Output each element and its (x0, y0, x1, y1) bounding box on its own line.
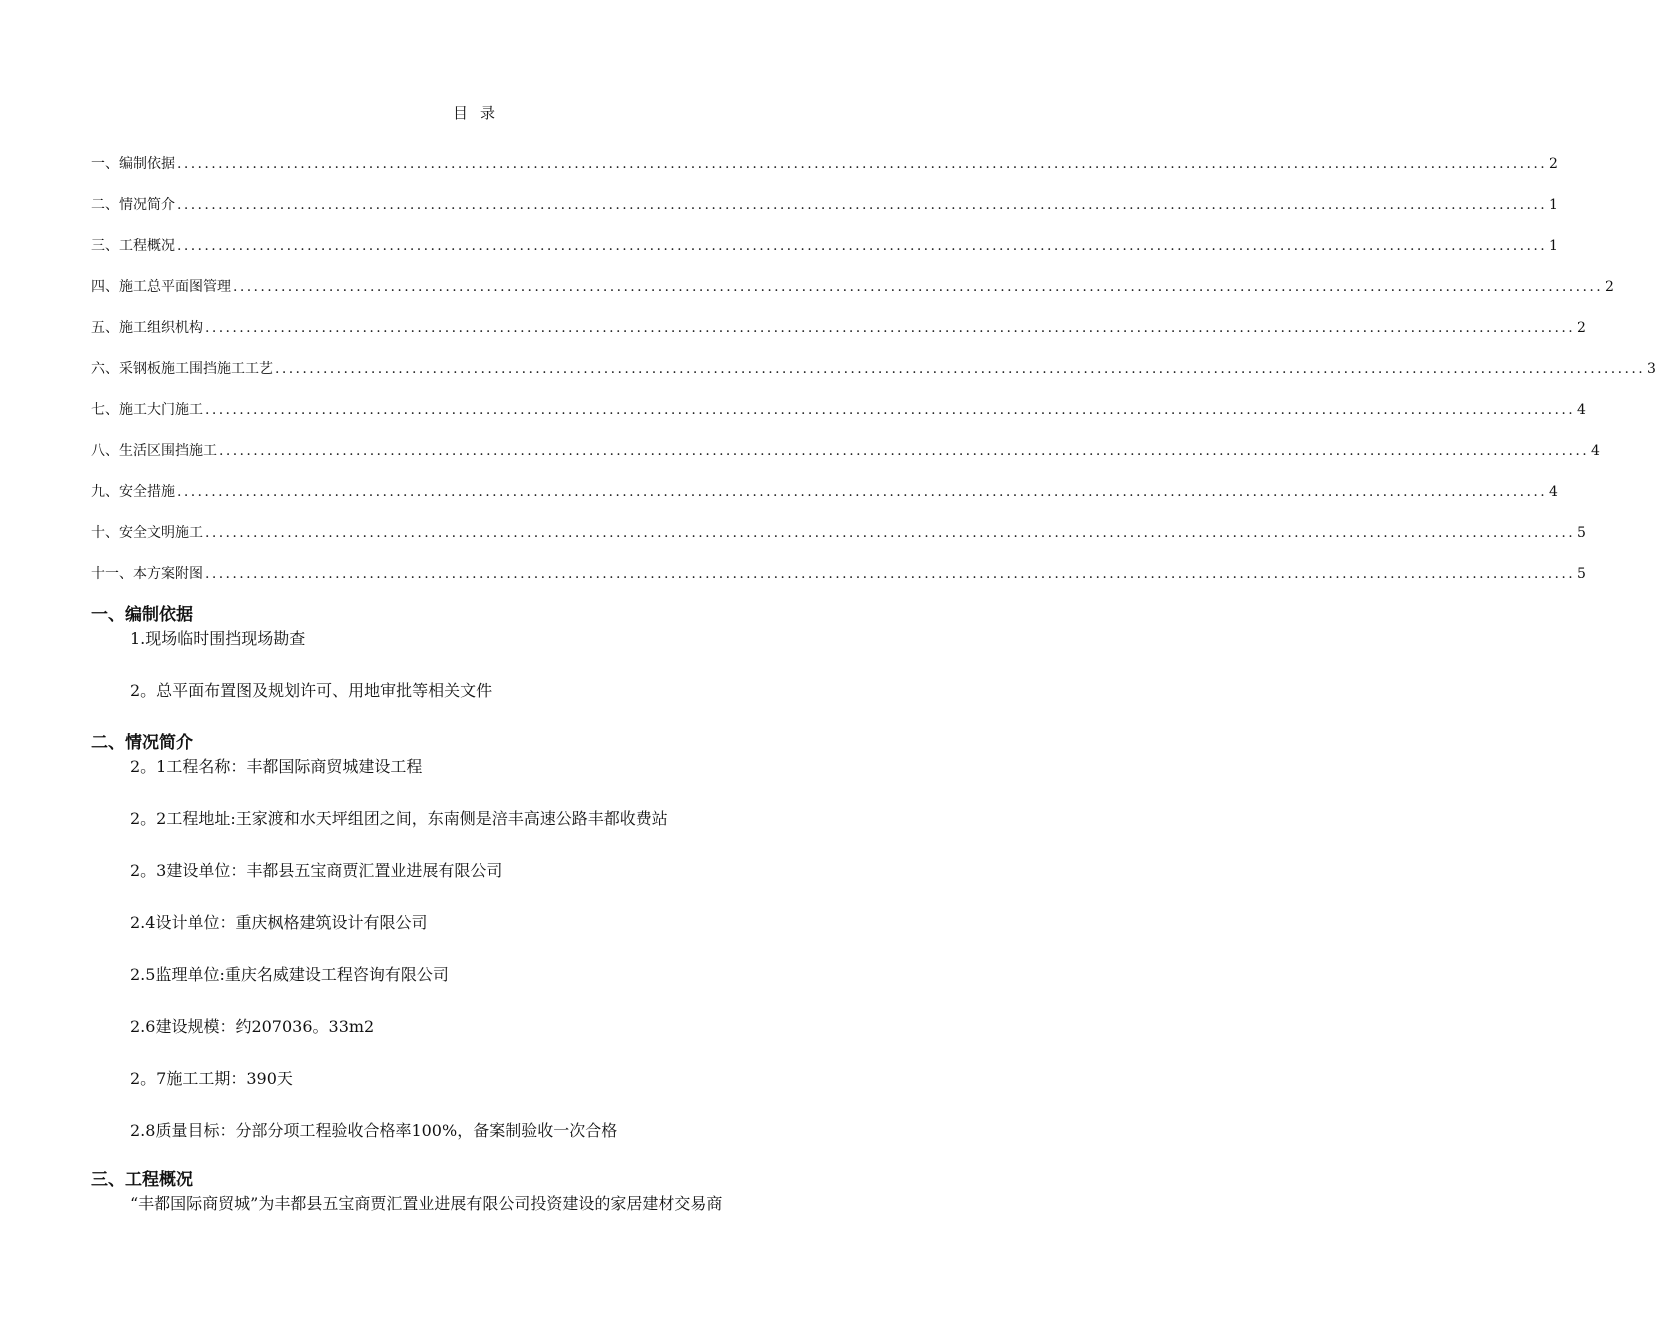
toc-entry[interactable] (91, 194, 1558, 235)
toc-entry-label: 四、施工总平面图管理 (91, 279, 231, 295)
toc-entry-page: 4 (1591, 443, 1600, 459)
toc-entry-label: 八、生活区围挡施工 (91, 443, 217, 459)
toc-entry[interactable] (91, 153, 1558, 194)
section-heading: 二、情况简介 (91, 733, 193, 753)
toc-title-char-1: 目 (452, 104, 470, 122)
toc-leader-dots: ........................................................................................................................................................................................................ (275, 361, 1646, 377)
section-item: 2。总平面布置图及规划许可、用地审批等相关文件 (130, 681, 493, 700)
toc-entry-page: 2 (1577, 320, 1586, 336)
toc-leader-dots: ........................................................................................................................................................................................................ (205, 402, 1576, 418)
toc-entry-label: 三、工程概况 (91, 238, 175, 254)
toc-entry-page: 5 (1577, 525, 1586, 541)
section-2 (91, 731, 881, 1143)
toc-leader-dots: ........................................................................................................................................................................................................ (177, 484, 1548, 500)
toc-entry-label: 一、编制依据 (91, 156, 175, 172)
toc-entry-label: 五、施工组织机构 (91, 320, 203, 336)
toc-entry-label: 二、情况简介 (91, 197, 175, 213)
toc-entry[interactable] (91, 440, 1600, 481)
toc-title (0, 102, 950, 123)
toc-leader-dots: ........................................................................................................................................................................................................ (177, 238, 1548, 254)
toc-entry-page: 3 (1647, 361, 1656, 377)
section-item: 2。7施工工期：390天 (130, 1069, 293, 1088)
toc-entry[interactable] (91, 235, 1558, 276)
section-item: 2.8质量目标：分部分项工程验收合格率100%，备案制验收一次合格 (130, 1121, 618, 1140)
toc-entry-page: 2 (1605, 279, 1614, 295)
section-item: 2.5监理单位:重庆名威建设工程咨询有限公司 (130, 965, 449, 984)
section-item: 2。3建设单位：丰都县五宝商贾汇置业进展有限公司 (130, 861, 503, 880)
toc-entry[interactable] (91, 563, 1586, 604)
toc-entry[interactable] (91, 399, 1586, 440)
toc-entry[interactable] (91, 522, 1586, 563)
toc-list (91, 153, 1656, 604)
section-item: 2.4设计单位：重庆枫格建筑设计有限公司 (130, 913, 428, 932)
toc-title-char-2: 录 (480, 104, 498, 122)
toc-leader-dots: ........................................................................................................................................................................................................ (205, 566, 1576, 582)
toc-entry-page: 5 (1577, 566, 1586, 582)
section-paragraph: “丰都国际商贸城”为丰都县五宝商贾汇置业进展有限公司投资建设的家居建材交易商 (130, 1194, 723, 1213)
section-heading: 三、工程概况 (91, 1170, 193, 1190)
toc-entry-page: 4 (1577, 402, 1586, 418)
toc-entry[interactable] (91, 317, 1586, 358)
section-item: 2.6建设规模：约207036。33m2 (130, 1017, 375, 1036)
section-item: 1.现场临时围挡现场勘查 (130, 629, 306, 648)
toc-entry-label: 十一、本方案附图 (91, 566, 203, 582)
toc-leader-dots: ........................................................................................................................................................................................................ (233, 279, 1604, 295)
toc-leader-dots: ........................................................................................................................................................................................................ (177, 156, 1548, 172)
toc-entry-page: 4 (1549, 484, 1558, 500)
section-heading: 一、编制依据 (91, 605, 193, 625)
section-item: 2。2工程地址:王家渡和水天坪组团之间，东南侧是涪丰高速公路丰都收费站 (130, 809, 668, 828)
toc-leader-dots: ........................................................................................................................................................................................................ (205, 320, 1576, 336)
toc-entry-label: 十、安全文明施工 (91, 525, 203, 541)
toc-entry[interactable] (91, 481, 1558, 522)
toc-leader-dots: ........................................................................................................................................................................................................ (177, 197, 1548, 213)
toc-entry-label: 九、安全措施 (91, 484, 175, 500)
toc-leader-dots: ........................................................................................................................................................................................................ (219, 443, 1590, 459)
section-1 (91, 603, 881, 703)
toc-entry[interactable] (91, 358, 1656, 399)
section-3 (91, 1168, 881, 1216)
toc-entry-label: 六、采钢板施工围挡施工工艺 (91, 361, 273, 377)
toc-entry-page: 2 (1549, 156, 1558, 172)
toc-entry-page: 1 (1549, 238, 1558, 254)
toc-leader-dots: ........................................................................................................................................................................................................ (205, 525, 1576, 541)
toc-entry[interactable] (91, 276, 1614, 317)
section-item: 2。1工程名称：丰都国际商贸城建设工程 (130, 757, 423, 776)
toc-entry-page: 1 (1549, 197, 1558, 213)
toc-entry-label: 七、施工大门施工 (91, 402, 203, 418)
